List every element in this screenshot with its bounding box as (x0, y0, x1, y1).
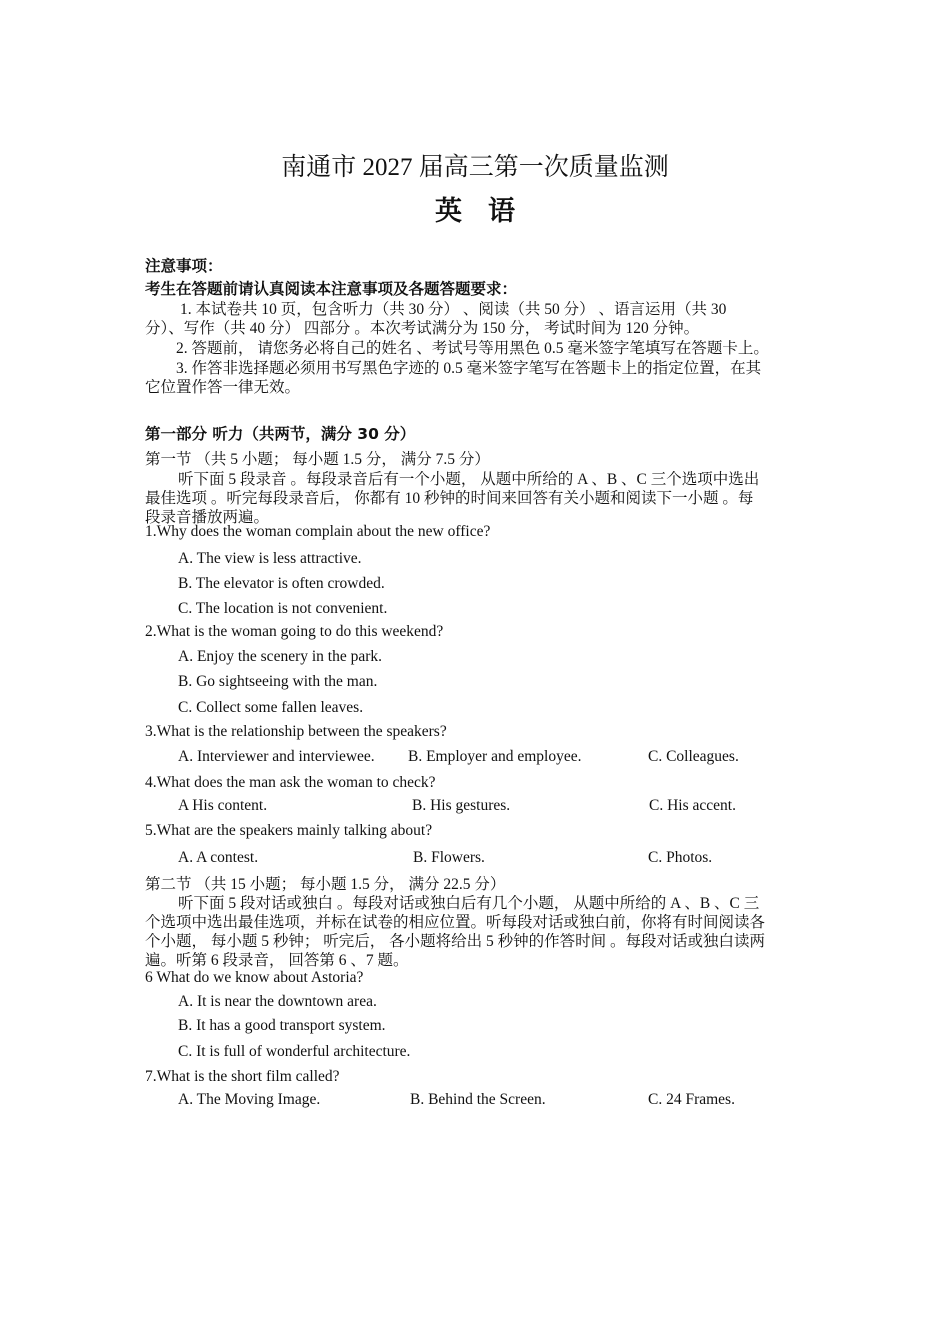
section2-instructions-line-2: 个选项中选出最佳选项，并标在试卷的相应位置。听每段对话或独白前，你将有时间阅读各 (145, 914, 766, 931)
question-6-option-c: C. It is full of wonderful architecture. (178, 1043, 411, 1060)
part1-heading: 第一部分 听力（共两节，满分 30 分） (145, 425, 416, 443)
section1-instructions-line-2: 最佳选项 。听完每段录音后， 你都有 10 秒钟的时间来回答有关小题和阅读下一小题 。每 (145, 490, 754, 507)
question-5-option-c: C. Photos. (648, 849, 713, 866)
section2-instructions-line-1: 听下面 5 段对话或独白 。每段对话或独白后有几个小题， 从题中所给的 A 、B 、C 三 (178, 895, 760, 912)
question-2-option-a: A. Enjoy the scenery in the park. (178, 648, 383, 665)
notice-item-3-line-2: 它位置作答一律无效。 (145, 379, 301, 396)
section2-instructions-line-3: 个小题， 每小题 5 秒钟； 听完后， 各小题将给出 5 秒钟的作答时间 。每段对话或独白读两 (145, 933, 766, 950)
question-6-stem: 6 What do we know about Astoria? (145, 969, 364, 986)
question-7-option-a: A. The Moving Image. (178, 1091, 321, 1108)
question-4-option-b: B. His gestures. (412, 797, 511, 814)
notice-item-1-line-2: 分）、写作（共 40 分） 四部分 。本次考试满分为 150 分， 考试时间为 120 分钟。 (145, 320, 700, 337)
question-6-option-a: A. It is near the downtown area. (178, 993, 377, 1010)
question-1-option-a: A. The view is less attractive. (178, 550, 362, 567)
question-4-option-c: C. His accent. (649, 797, 736, 814)
question-3-stem: 3.What is the relationship between the speakers? (145, 723, 447, 740)
question-6-option-b: B. It has a good transport system. (178, 1017, 386, 1034)
question-3-option-c: C. Colleagues. (648, 748, 739, 765)
subject-title: 英语 (435, 196, 541, 227)
question-4-option-a: A His content. (178, 797, 268, 814)
question-2-option-c: C. Collect some fallen leaves. (178, 699, 364, 716)
question-4-stem: 4.What does the man ask the woman to check? (145, 774, 436, 791)
section2-instructions-line-4: 遍。听第 6 段录音， 回答第 6 、7 题。 (145, 952, 409, 969)
question-1-option-b: B. The elevator is often crowded. (178, 575, 385, 592)
question-2-option-b: B. Go sightseeing with the man. (178, 673, 378, 690)
section1-instructions-line-3: 段录音播放两遍。 (145, 509, 270, 526)
question-7-option-c: C. 24 Frames. (648, 1091, 735, 1108)
section2-heading: 第二节 （共 15 小题； 每小题 1.5 分， 满分 22.5 分） (145, 876, 506, 893)
section1-heading: 第一节 （共 5 小题； 每小题 1.5 分， 满分 7.5 分） (145, 451, 490, 468)
notice-item-2: 2. 答题前， 请您务必将自己的姓名 、考试号等用黑色 0.5 毫米签字笔填写在答题卡上。 (176, 340, 769, 357)
question-5-stem: 5.What are the speakers mainly talking about? (145, 822, 433, 839)
section1-instructions-line-1: 听下面 5 段录音 。每段录音后有一个小题， 从题中所给的 A 、B 、C 三个选项中选出 (178, 471, 760, 488)
notice-item-3-line-1: 3. 作答非选择题必须用书写黑色字迹的 0.5 毫米签字笔写在答题卡上的指定位置，在其 (176, 360, 762, 377)
question-1-option-c: C. The location is not convenient. (178, 600, 388, 617)
question-5-option-a: A. A contest. (178, 849, 259, 866)
question-7-option-b: B. Behind the Screen. (410, 1091, 546, 1108)
question-5-option-b: B. Flowers. (413, 849, 485, 866)
question-3-option-b: B. Employer and employee. (408, 748, 582, 765)
question-3-option-a: A. Interviewer and interviewee. (178, 748, 375, 765)
notice-heading: 注意事项： (145, 257, 223, 275)
exam-title: 南通市 2027 届高三第一次质量监测 (281, 154, 669, 181)
question-1-stem: 1.Why does the woman complain about the new office? (145, 523, 491, 540)
notice-item-1-line-1: 1. 本试卷共 10 页，包含听力（共 30 分） 、阅读（共 50 分） 、语言运用（共 30 (180, 301, 727, 318)
notice-subheading: 考生在答题前请认真阅读本注意事项及各题答题要求： (145, 280, 518, 298)
question-2-stem: 2.What is the woman going to do this weekend? (145, 623, 444, 640)
question-7-stem: 7.What is the short film called? (145, 1068, 340, 1085)
